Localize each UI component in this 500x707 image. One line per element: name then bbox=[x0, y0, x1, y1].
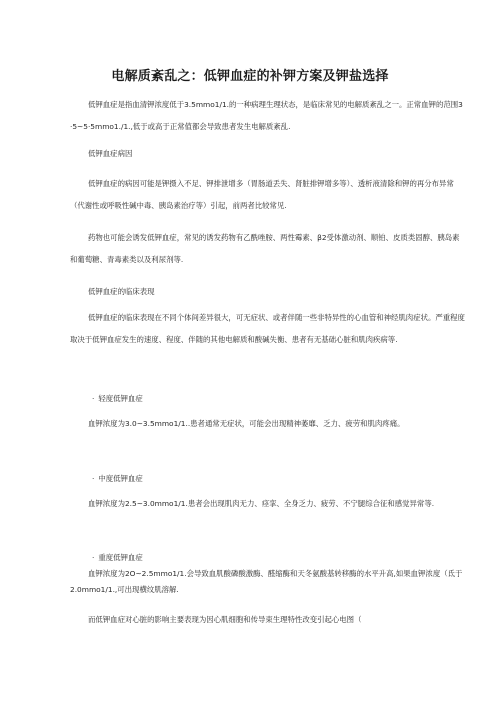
bullet-dot-icon: · bbox=[92, 394, 95, 403]
section-heading-manifestations: 低钾血症的临床表现 bbox=[88, 287, 155, 296]
causes-paragraph-1: 低钾血症的病因可能是钾摄入不足、钾排泄增多（胃肠道丢失、肾脏排钾增多等）、透析液清除和钾的再分布异常（代谢性或呼吸性碱中毒、胰岛素治疗等）引起，前两者比较常见. bbox=[70, 179, 454, 210]
subheading-moderate-label: 中度低钾血症 bbox=[98, 474, 143, 483]
subheading-severe-label: 重度低钾血症 bbox=[98, 553, 143, 562]
page-title: 电解质紊乱之：低钾血症的补钾方案及钾盐选择 bbox=[111, 69, 389, 84]
bullet-dot-icon: · bbox=[92, 474, 95, 483]
bullet-dot-icon: · bbox=[92, 553, 95, 562]
intro-paragraph: 低钾血症是指血清钾浓度低于3.5mmo1/1.的一种病理生理状态，是临床常见的电解质紊乱之一。正常血钾的范围3·5~5·5mmo1./1.,低于或高于正常值都会导致患者发生电解质紊乱. bbox=[70, 100, 463, 131]
severe-paragraph: 血钾浓度为2O~2.5mmo1/1.会导致血肌酸磷酸激酶、醛缩酶和天冬氨酸基转移酶的水平升高,如果血钾浓度（氐于2.0mmo1/1.,可出现横纹肌溶解. bbox=[70, 569, 463, 594]
moderate-paragraph: 血钾浓度为2.5~3.0mmo1/1.患者会出现肌肉无力、痉挛、全身乏力、疲劳、不宁腿综合征和感觉异常等. bbox=[88, 499, 435, 508]
mild-paragraph: 血钾浓度为3.0~3.5mmo1/1..患者通常无症状，可能会出现精神萎靡、乏力、疲劳和肌肉疼痛。 bbox=[88, 419, 405, 428]
subheading-severe bbox=[92, 552, 143, 564]
section-heading-causes: 低钾血症病因 bbox=[88, 149, 133, 158]
subheading-mild bbox=[92, 393, 143, 405]
subheading-mild-label: 轻度低钾血症 bbox=[98, 394, 143, 403]
subheading-moderate bbox=[92, 473, 143, 485]
cardiac-paragraph: 而低钾血症对心脏的影响主要表现为因心肌细胞和传导束生理特性改变引起心电图（ bbox=[88, 615, 362, 624]
manifestations-paragraph: 低钾血症的临床表现在不同个体间差异很大，可无症状、或者伴随一些非特异性的心血管和神经肌肉症状。严重程度取决于低钾血症发生的速度、程度、伴随的其他电解质和酸碱失衡、患者有无基础心脏和肌肉疾病等. bbox=[70, 313, 465, 344]
causes-paragraph-2: 药物也可能会诱发低钾血症，常见的诱发药物有乙酰唑胺、两性霉素、β2受体激动剂、顺铂、皮质类固醇、胰岛素和葡萄糖、青毒素类以及利尿剂等. bbox=[70, 233, 460, 264]
